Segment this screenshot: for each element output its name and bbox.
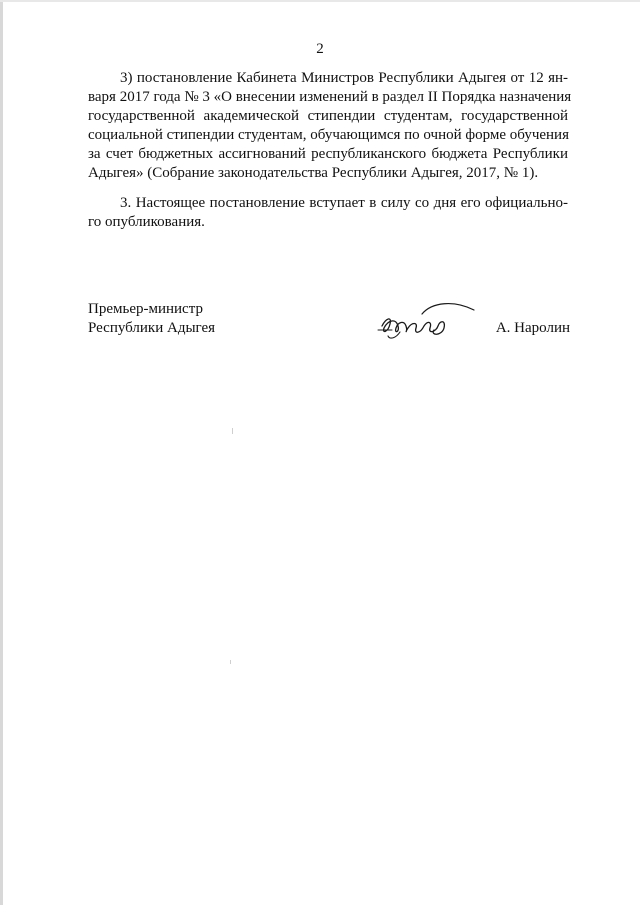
scan-speck (232, 428, 233, 434)
signer-title-line: Премьер-министр (88, 301, 203, 317)
text-line: варя 2017 года № 3 «О внесении изменений в раздел II Порядка назначения (88, 89, 572, 105)
paragraph-clause-3 (88, 69, 572, 183)
handwritten-signature-icon (370, 296, 480, 344)
text-line: 3) постановление Кабинета Министров Республики Адыгея от 12 ян- (120, 70, 568, 86)
text-line: государственной академической стипендии студентам, государственной (88, 108, 568, 124)
scan-edge-top (0, 0, 640, 2)
text-line: го опубликования. (88, 214, 205, 230)
signer-name: А. Наролин (495, 320, 570, 336)
scan-edge (0, 0, 3, 905)
page-number: 2 (316, 41, 324, 57)
signer-title-line: Республики Адыгея (88, 320, 216, 336)
scan-speck (230, 660, 231, 664)
text-line: Адыгея» (Собрание законодательства Республики Адыгея, 2017, № 1). (88, 165, 539, 181)
signer-title (88, 300, 215, 338)
text-line: социальной стипендии студентам, обучающимся по очной форме обучения (88, 127, 569, 143)
paragraph-effective-date (88, 194, 568, 232)
text-line: 3. Настоящее постановление вступает в силу со дня его официально- (120, 195, 568, 211)
text-line: за счет бюджетных ассигнований республиканского бюджета Республики (88, 146, 568, 162)
